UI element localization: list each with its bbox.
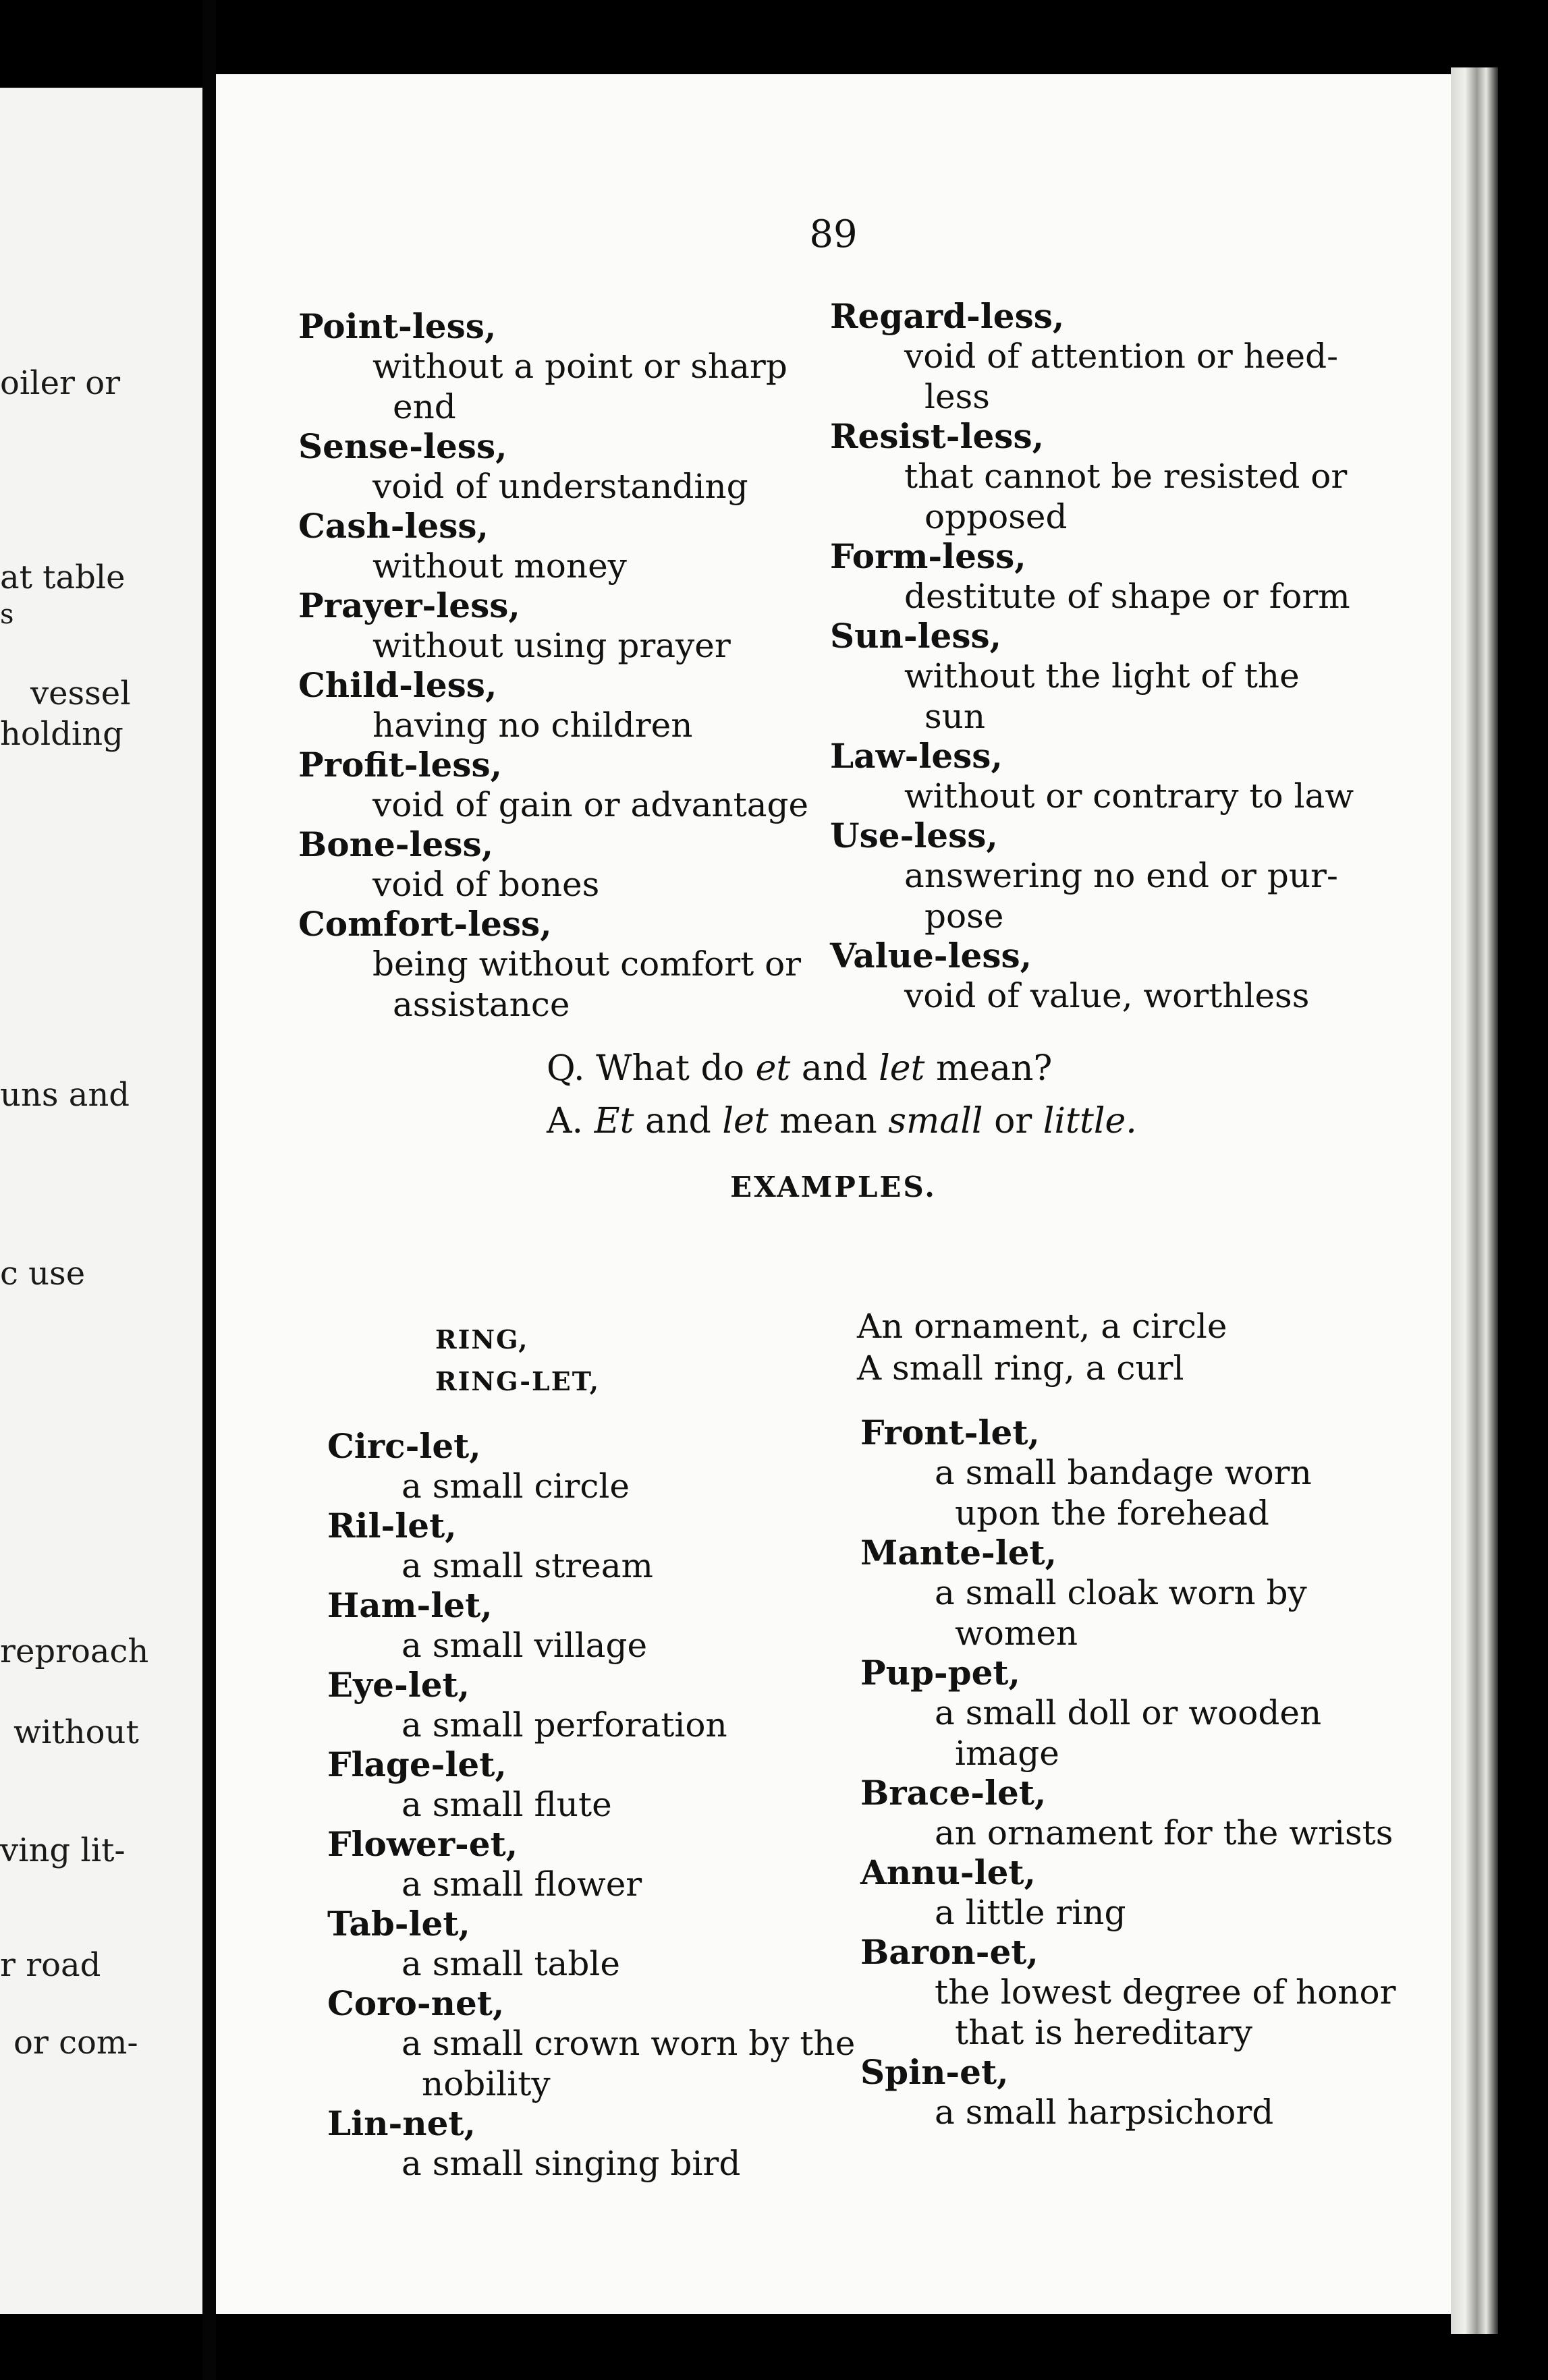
entry-word: Prayer-less, xyxy=(298,586,520,625)
entry-definition: that is hereditary xyxy=(955,2013,1252,2052)
fragment-text: reproach xyxy=(0,1633,149,1670)
entry-definition: a small singing bird xyxy=(402,2144,741,2183)
entry-word: Coro-net, xyxy=(327,1983,505,2023)
entry-definition: an ornament for the wrists xyxy=(935,1813,1393,1852)
previous-page-fragment xyxy=(0,88,202,2314)
entry-definition: nobility xyxy=(422,2064,551,2103)
let-suffix-left-column xyxy=(327,1427,855,2184)
entry-word: Baron-et, xyxy=(860,1932,1039,1972)
entry-definition: the lowest degree of honor xyxy=(935,1973,1396,2012)
entry-word: Eye-let, xyxy=(327,1665,470,1705)
entry-word: Regard-less, xyxy=(830,296,1065,336)
entry-word: Use-less, xyxy=(830,816,998,855)
entry-word: Ril-let, xyxy=(327,1506,457,1546)
entry-definition: a small bandage worn xyxy=(935,1453,1312,1492)
answer-line: A. Et and let mean small or little. xyxy=(547,1101,1137,1141)
fragment-text: vessel xyxy=(30,675,131,712)
less-suffix-right-column xyxy=(830,297,1354,1016)
entry-definition: image xyxy=(955,1734,1059,1773)
entry-word: Mante-let, xyxy=(860,1533,1057,1572)
entry-definition: a small harpsichord xyxy=(935,2093,1274,2132)
entry-definition: without a point or sharp xyxy=(372,347,787,386)
entry-definition: void of understanding xyxy=(372,467,748,506)
entry-definition: a small circle xyxy=(402,1467,630,1506)
entry-word: Form-less, xyxy=(830,536,1026,576)
entry-definition: a small crown worn by the xyxy=(402,2024,856,2063)
entry-definition: upon the forehead xyxy=(955,1494,1269,1533)
entry-definition: without the light of the xyxy=(904,656,1300,696)
fragment-text: s xyxy=(0,599,14,630)
entry-definition: less xyxy=(924,377,990,416)
page-edge xyxy=(1451,67,1498,2334)
entry-definition: a small table xyxy=(402,1944,620,1983)
entry-word: Spin-et, xyxy=(860,2052,1009,2092)
question-line: Q. What do et and let mean? xyxy=(547,1048,1053,1089)
fragment-text: oiler or xyxy=(0,364,121,402)
entry-definition: a small stream xyxy=(402,1546,653,1585)
entry-definition: end xyxy=(393,387,456,426)
entry-definition: without money xyxy=(372,546,627,586)
ring-word: RING, xyxy=(435,1324,529,1355)
ring-words xyxy=(435,1319,600,1402)
entry-word: Resist-less, xyxy=(830,416,1045,456)
entry-word: Circ-let, xyxy=(327,1426,481,1466)
entry-definition: without or contrary to law xyxy=(904,776,1354,816)
entry-definition: opposed xyxy=(924,497,1068,536)
ring-definitions xyxy=(857,1305,1227,1389)
entry-definition: assistance xyxy=(393,985,570,1024)
question-answer xyxy=(547,1042,1137,1148)
ring-definition: An ornament, a circle xyxy=(857,1307,1227,1346)
entry-word: Comfort-less, xyxy=(298,904,552,944)
entry-word: Law-less, xyxy=(830,736,1003,776)
entry-definition: without using prayer xyxy=(372,626,731,665)
entry-word: Flage-let, xyxy=(327,1745,507,1784)
fragment-text: or com- xyxy=(13,2024,138,2062)
entry-definition: answering no end or pur- xyxy=(904,856,1338,895)
entry-definition: women xyxy=(955,1614,1078,1653)
entry-definition: being without comfort or xyxy=(372,944,802,984)
fragment-text: at table xyxy=(0,559,126,596)
fragment-text: r road xyxy=(0,1946,101,1984)
entry-word: Brace-let, xyxy=(860,1773,1047,1813)
entry-definition: void of bones xyxy=(372,865,600,904)
fragment-text: uns and xyxy=(0,1076,130,1114)
entry-word: Bone-less, xyxy=(298,824,494,864)
entry-word: Lin-net, xyxy=(327,2103,476,2143)
fragment-text: ving lit- xyxy=(0,1832,126,1869)
entry-definition: a small flute xyxy=(402,1785,612,1824)
entry-definition: having no children xyxy=(372,706,693,745)
ringlet-word: RING-LET, xyxy=(435,1366,601,1396)
entry-definition: a small village xyxy=(402,1626,648,1665)
less-suffix-left-column xyxy=(298,307,808,1025)
book-page xyxy=(216,74,1451,2314)
entry-definition: pose xyxy=(924,897,1004,936)
entry-definition: a little ring xyxy=(935,1893,1126,1932)
entry-word: Sense-less, xyxy=(298,426,507,466)
entry-definition: void of value, worthless xyxy=(904,976,1310,1015)
entry-word: Sun-less, xyxy=(830,616,1002,656)
entry-word: Tab-let, xyxy=(327,1904,470,1944)
entry-definition: void of gain or advantage xyxy=(372,785,809,824)
entry-definition: a small perforation xyxy=(402,1705,727,1745)
entry-word: Front-let, xyxy=(860,1413,1040,1452)
entry-word: Annu-let, xyxy=(860,1852,1036,1892)
entry-word: Ham-let, xyxy=(327,1585,493,1625)
let-suffix-right-column xyxy=(860,1413,1396,2132)
entry-word: Point-less, xyxy=(298,306,497,346)
fragment-text: without xyxy=(13,1713,139,1751)
entry-definition: void of attention or heed- xyxy=(904,337,1338,376)
fragment-text: c use xyxy=(0,1255,86,1293)
fragment-text: holding xyxy=(0,715,123,753)
entry-definition: a small doll or wooden xyxy=(935,1693,1322,1732)
book-gutter xyxy=(202,0,216,2380)
examples-heading: EXAMPLES. xyxy=(730,1170,937,1203)
entry-word: Value-less, xyxy=(830,936,1032,975)
entry-word: Pup-pet, xyxy=(860,1653,1020,1693)
page-number: 89 xyxy=(809,213,858,256)
ringlet-definition: A small ring, a curl xyxy=(857,1349,1184,1388)
entry-word: Child-less, xyxy=(298,665,497,705)
entry-word: Profit-less, xyxy=(298,745,503,785)
entry-definition: that cannot be resisted or xyxy=(904,457,1348,496)
entry-definition: destitute of shape or form xyxy=(904,577,1350,616)
entry-definition: a small flower xyxy=(402,1865,642,1904)
entry-definition: sun xyxy=(924,697,986,736)
entry-definition: a small cloak worn by xyxy=(935,1573,1307,1612)
entry-word: Flower-et, xyxy=(327,1824,518,1864)
entry-word: Cash-less, xyxy=(298,506,489,546)
